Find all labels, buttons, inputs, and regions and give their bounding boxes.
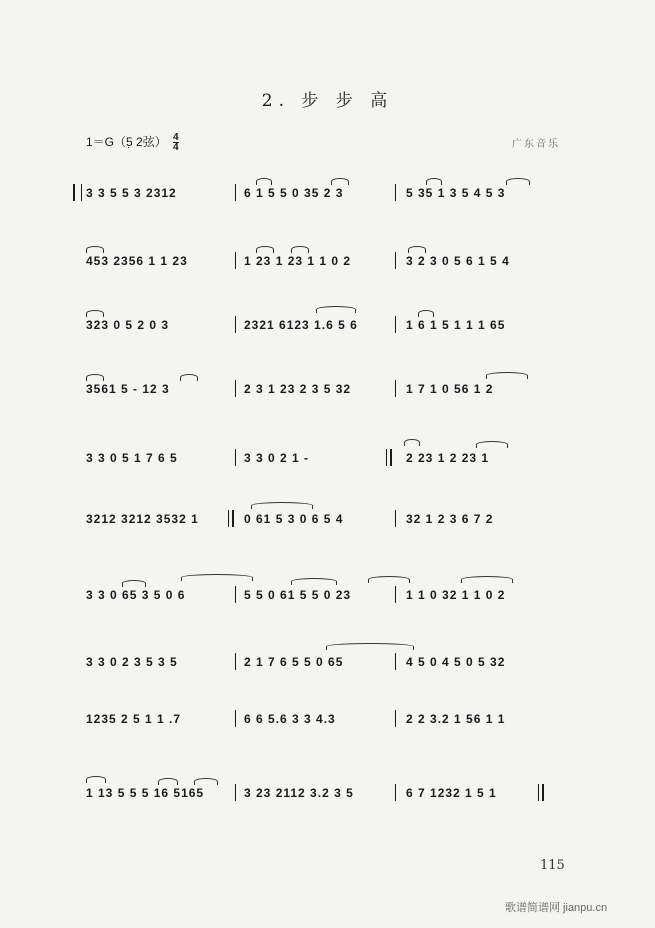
bar-line [235,316,236,333]
slur-mark [86,374,104,381]
page-number: 115 [540,858,565,873]
bar-line [386,449,387,466]
bar-line [395,252,396,269]
measure-group: 3 3 0 2 3 5 3 5 [86,655,178,669]
staff-line [86,382,556,402]
slur-mark [86,246,104,253]
measure-group: 1 7 1 0 56 1 2 [406,382,494,396]
bar-line [235,449,236,466]
slur-mark [291,246,309,253]
measure-group: 3212 3212 3532 1 [86,512,199,526]
bar-line [395,653,396,670]
bar-line [235,184,236,201]
measure-group: 6 6 5.6 3 3 4.3 [244,712,336,726]
slur-mark [181,574,253,581]
measure-group: 2 23 1 2 23 1 [406,451,490,465]
slur-mark [122,580,146,587]
staff-line [86,254,556,274]
staff-line [86,318,556,338]
staff-line [86,712,556,732]
measure-group: 2321 6123 1.6 5 6 [244,318,358,332]
bar-line [228,510,229,527]
slur-mark [256,178,272,185]
repeat-sign [73,184,82,201]
slur-mark [194,778,218,785]
slur-mark [316,306,356,313]
staff-line [86,786,556,806]
bar-line [235,653,236,670]
measure-group: 0 61 5 3 0 6 5 4 [244,512,344,526]
measure-group: 3 3 0 5 1 7 6 5 [86,451,178,465]
measure-group: 32 1 2 3 6 7 2 [406,512,494,526]
measure-group: 3 3 5 5 3 2312 [86,186,177,200]
measure-group: 2 1 7 6 5 5 0 65 [244,655,344,669]
slur-mark [404,439,420,446]
measure-group: 1 13 5 5 5 16 5165 [86,786,205,800]
staff-line [86,588,556,608]
bar-line [395,510,396,527]
measure-group: 3 23 2112 3.2 3 5 [244,786,354,800]
bar-line [235,380,236,397]
genre-label: 广东音乐 [512,139,560,150]
measure-group: 6 1 5 5 0 35 2 3 [244,186,344,200]
bar-line [395,784,396,801]
staff-line [86,186,556,206]
measure-group: 3 3 0 2 1 - [244,451,310,465]
measure-group: 5 5 0 61 5 5 0 23 [244,588,352,602]
slur-mark [180,374,198,381]
slur-mark [368,576,410,583]
time-signature [173,133,179,152]
measure-group: 4 5 0 4 5 0 5 32 [406,655,506,669]
bar-line [538,784,539,801]
bar-line [395,184,396,201]
measure-group: 3 2 3 0 5 6 1 5 4 [406,254,510,268]
slur-mark [476,441,508,448]
slur-mark [408,246,426,253]
measure-group: 3561 5 - 12 3 [86,382,170,396]
bar-line [235,710,236,727]
bar-line [395,316,396,333]
slur-mark [251,502,313,509]
key-signature [86,133,179,152]
slur-mark [418,310,434,317]
measure-group: 3 3 0 65 3 5 0 6 [86,588,186,602]
slur-mark [256,246,274,253]
bar-line [235,252,236,269]
measure-group: 2 3 1 23 2 3 5 32 [244,382,352,396]
measure-group: 1 6 1 5 1 1 1 65 [406,318,506,332]
measure-group: 6 7 1232 1 5 1 [406,786,497,800]
slur-mark [326,643,414,650]
bar-line [235,586,236,603]
slur-mark [86,776,106,783]
piece-title: 2. 步 步 高 [261,91,394,111]
time-signature-numerator: 4 [173,132,179,144]
measure-group: 2 2 3.2 1 56 1 1 [406,712,506,726]
time-signature-denominator: 4 [173,142,179,154]
key-text: 1＝G（5̣ 2弦） [86,135,167,149]
slur-mark [291,578,337,585]
staff-line [86,512,556,532]
bar-line [395,710,396,727]
slur-mark [426,178,442,185]
measure-group: 453 2356 1 1 23 [86,254,188,268]
slur-mark [158,778,178,785]
slur-mark [486,372,528,379]
watermark: 歌谱简谱网 jianpu.cn [505,902,608,914]
measure-group: 5 35 1 3 5 4 5 3 [406,186,506,200]
slur-mark [506,178,530,185]
measure-group: 1235 2 5 1 1 .7 [86,712,182,726]
measure-group: 1 1 0 32 1 1 0 2 [406,588,506,602]
bar-line [235,784,236,801]
slur-mark [86,310,104,317]
slur-mark [461,576,513,583]
measure-group: 323 0 5 2 0 3 [86,318,170,332]
measure-group: 1 23 1 23 1 1 0 2 [244,254,352,268]
bar-line [395,586,396,603]
slur-mark [331,178,349,185]
staff-line [86,655,556,675]
staff-line [86,451,556,471]
bar-line [395,380,396,397]
